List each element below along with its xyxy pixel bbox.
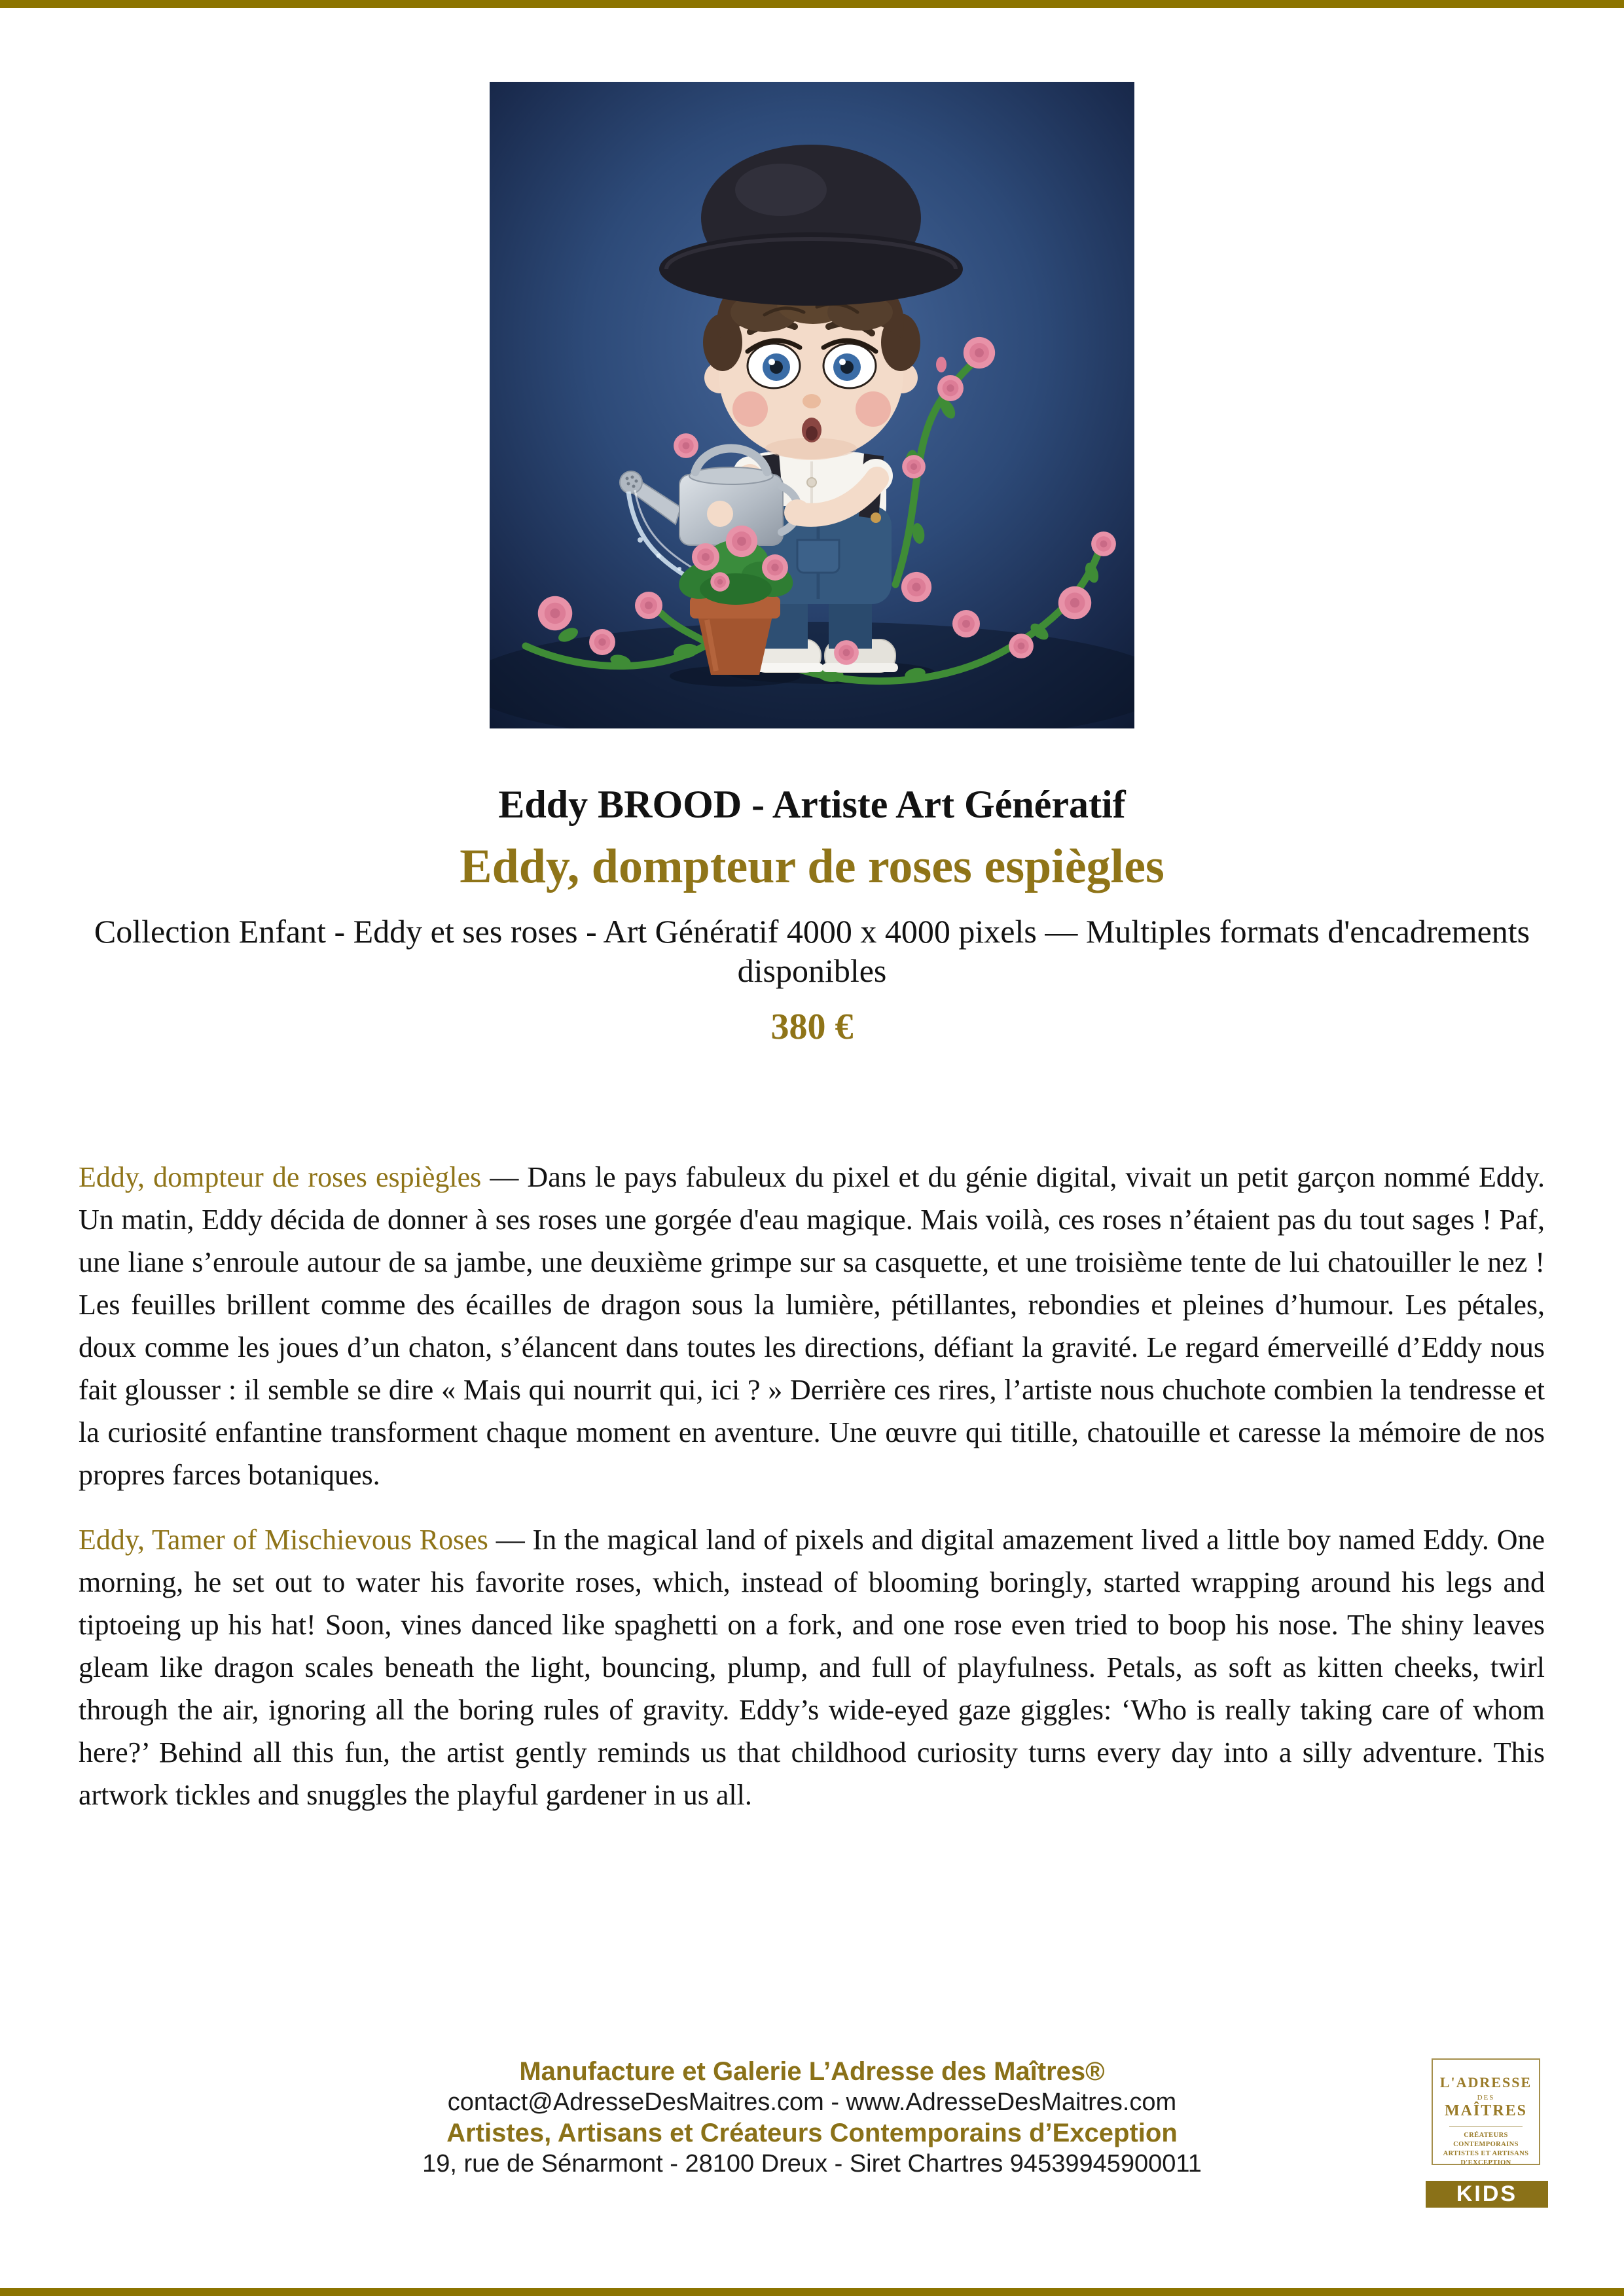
- description-english: [79, 1518, 1545, 1816]
- logo-line-adresse: L'ADRESSE: [1439, 2074, 1532, 2090]
- bottom-border-bar: [0, 2288, 1624, 2296]
- collection-line: Collection Enfant - Eddy et ses roses - Art Génératif 4000 x 4000 pixels — Multiples formats d'encadrements disponibles: [94, 913, 1530, 990]
- description-english-lead: Eddy, Tamer of Mischievous Roses: [79, 1524, 488, 1556]
- kids-badge-label: KIDS: [1456, 2181, 1518, 2206]
- footer-block: [0, 2056, 1624, 2179]
- footer-gallery-line: Manufacture et Galerie L’Adresse des Maîtres®: [519, 2057, 1105, 2086]
- artwork-title: Eddy, dompteur de roses espiègles: [460, 840, 1164, 893]
- em-dash: —: [490, 1161, 519, 1193]
- kids-badge: [1426, 2181, 1548, 2208]
- description-french-lead: Eddy, dompteur de roses espiègles: [79, 1161, 482, 1193]
- description-french: [79, 1156, 1545, 1496]
- artwork-illustration: [490, 82, 1134, 728]
- descriptions-block: [79, 1156, 1545, 1816]
- gallery-logo: [1432, 2058, 1540, 2165]
- footer-address-line: 19, rue de Sénarmont - 28100 Dreux - Siret Chartres 94539945900011: [422, 2150, 1202, 2178]
- footer-contact-line: contact@AdresseDesMaitres.com - www.AdresseDesMaitres.com: [447, 2089, 1177, 2116]
- top-border-bar: [0, 0, 1624, 8]
- description-french-body: Dans le pays fabuleux du pixel et du génie digital, vivait un petit garçon nommé Eddy. Un matin, Eddy décida de donner à ses roses une gorgée d'eau magique. Mais voilà, ces roses n’étaient pas du tout sages ! Paf, une liane s’enroule autour de sa jambe, une deuxième grimpe sur sa casquette, et une troisième tente de lui chatouiller le nez ! Les feuilles brillent comme des écailles de dragon sous la lumière, pétillantes, rebondies et pleines d’humour. Les pétales, doux comme les joues d’un chaton, s’élancent dans toutes les directions, défiant la gravité. Le regard émerveillé d’Eddy nous fait glousser : il semble se dire « Mais qui nourrit qui, ici ? » Derrière ces rires, l’artiste nous chuchote combien la tendresse et la curiosité enfantine transforment chaque moment en aventure. Une œuvre qui titille, chatouille et caresse la mémoire de nos propres farces botaniques.: [79, 1161, 1545, 1491]
- logo-subline-exception: D'EXCEPTION: [1460, 2159, 1511, 2166]
- description-english-body: In the magical land of pixels and digital amazement lived a little boy named Eddy. One morning, he set out to water his favorite roses, which, instead of blooming boringly, started wrapping around his legs and tiptoeing up his hat! Soon, vines danced like spaghetti on a fork, and one rose even tried to boop his nose. The shiny leaves gleam like dragon scales beneath the light, bouncing, plump, and full of playfulness. Petals, as soft as kitten cheeks, twirl through the air, ignoring all the boring rules of gravity. Eddy’s wide-eyed gaze giggles: ‘Who is really taking care of whom here?’ Behind all this fun, the artist gently reminds us that childhood curiosity turns every day into a silly adventure. This artwork tickles and snuggles the playful gardener in us all.: [79, 1524, 1545, 1811]
- logo-subline-createurs: CRÉATEURS CONTEMPORAINS: [1453, 2132, 1519, 2148]
- artwork-image: [490, 82, 1134, 728]
- em-dash: —: [496, 1524, 525, 1556]
- footer-tagline: Artistes, Artisans et Créateurs Contemporains d’Exception: [446, 2119, 1178, 2147]
- header-block: [79, 783, 1545, 1048]
- price: 380 €: [770, 1007, 854, 1048]
- logo-subline-artistes: ARTISTES ET ARTISANS: [1443, 2150, 1529, 2157]
- artist-name-line: Eddy BROOD - Artiste Art Génératif: [498, 783, 1126, 826]
- logo-line-maitres: MAÎTRES: [1444, 2102, 1528, 2119]
- logo-line-des: DES: [1477, 2094, 1495, 2102]
